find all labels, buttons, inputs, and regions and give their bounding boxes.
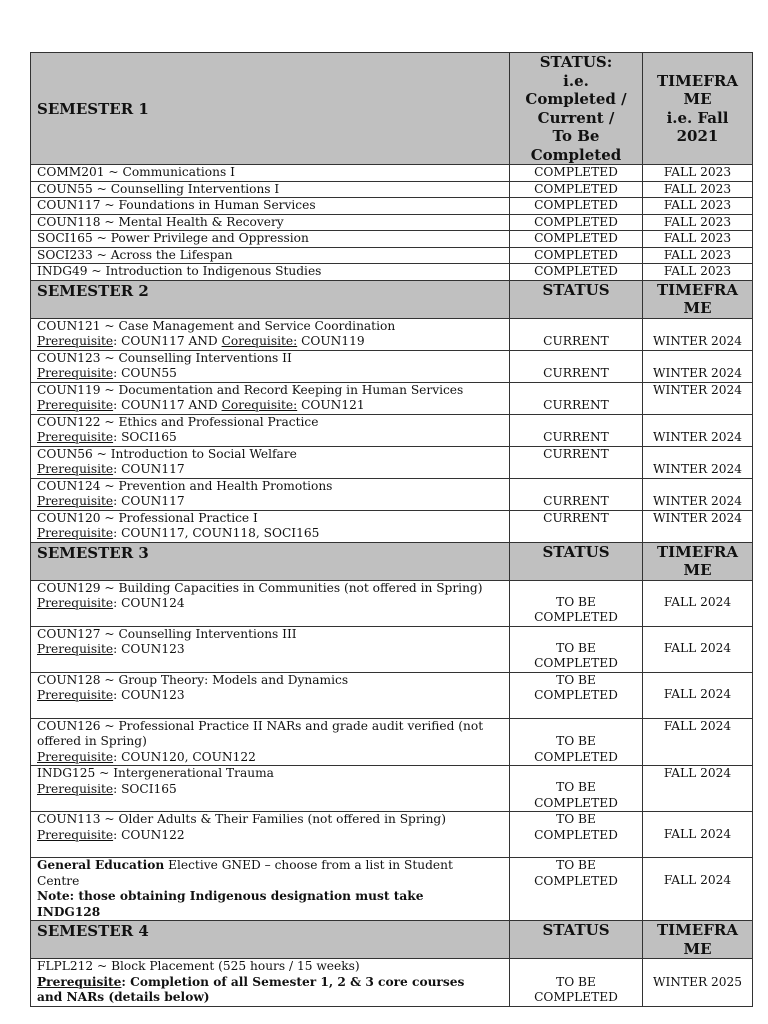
- course-status: COMPLETED: [510, 264, 643, 281]
- course-status: COMPLETED: [510, 198, 643, 215]
- prerequisite-line: [37, 688, 503, 704]
- course-timeframe: FALL 2023: [643, 247, 753, 264]
- course-timeframe: FALL 2024: [643, 626, 753, 672]
- gned-note: Note: those obtaining Indigenous designation must take: [37, 889, 424, 903]
- prerequisite-value: : COUN117: [113, 494, 185, 508]
- course-status: COMPLETED: [510, 214, 643, 231]
- course-row: [31, 214, 753, 231]
- course-timeframe: FALL 2023: [643, 231, 753, 248]
- course-row: [31, 626, 753, 672]
- course-cell: [31, 318, 510, 350]
- prerequisite-line: [37, 782, 503, 798]
- prerequisite-value: : SOCI165: [113, 430, 177, 444]
- course-name: COUN124 ~ Prevention and Health Promotions: [37, 478, 333, 493]
- prerequisite-label: Prerequisite: [37, 596, 114, 610]
- course-name: COUN118 ~ Mental Health & Recovery: [31, 214, 510, 231]
- gned-line: [37, 858, 503, 874]
- prerequisite-cont: and NARs (details below): [37, 990, 210, 1004]
- course-cell: [31, 959, 510, 1007]
- course-timeframe: WINTER 2024: [643, 414, 753, 446]
- prerequisite-value: : COUN123: [113, 688, 185, 702]
- course-row: [31, 382, 753, 414]
- course-timeframe: FALL 2024: [643, 718, 753, 766]
- course-cell: [31, 766, 510, 812]
- course-cell: [31, 718, 510, 766]
- prerequisite-value: : COUN122: [113, 827, 185, 842]
- course-status: COMPLETED: [510, 181, 643, 198]
- status-line: COMPLETED: [534, 990, 618, 1004]
- course-row: [31, 165, 753, 182]
- course-status: CURRENT: [510, 318, 643, 350]
- gned-label: General Education: [37, 858, 165, 872]
- course-row: [31, 414, 753, 446]
- status-line: COMPLETED: [534, 656, 618, 670]
- course-row: [31, 264, 753, 281]
- course-status: [510, 672, 643, 718]
- course-row: [31, 446, 753, 478]
- status-heading: STATUS: [510, 280, 643, 318]
- course-row: [31, 181, 753, 198]
- course-row: [31, 672, 753, 718]
- prerequisite-value: : COUN123: [113, 642, 185, 656]
- prerequisite-label: Prerequisite: [37, 334, 114, 348]
- course-timeframe: FALL 2023: [643, 181, 753, 198]
- course-name-cont: offered in Spring): [37, 734, 147, 748]
- course-cell: [31, 626, 510, 672]
- course-timeframe: FALL 2023: [643, 198, 753, 215]
- status-heading: [510, 53, 643, 165]
- prerequisite-label: Prerequisite: [37, 781, 114, 796]
- course-cell: [31, 672, 510, 718]
- semester-4-header: [31, 921, 753, 959]
- course-row: [31, 812, 753, 858]
- course-name: SOCI233 ~ Across the Lifespan: [31, 247, 510, 264]
- corequisite-value: COUN119: [297, 334, 365, 348]
- course-cell: [31, 478, 510, 510]
- course-status: CURRENT: [510, 446, 643, 478]
- course-row: [31, 580, 753, 626]
- course-row: [31, 959, 753, 1007]
- gned-text-cont: Centre: [37, 873, 80, 888]
- course-timeframe: FALL 2024: [643, 766, 753, 812]
- course-row: [31, 247, 753, 264]
- timeframe-heading-line: TIMEFRA: [657, 71, 738, 90]
- prerequisite-value: : COUN124: [113, 596, 185, 610]
- prerequisite-line: [37, 596, 503, 612]
- prerequisite-line: [37, 494, 503, 510]
- course-name: COUN121 ~ Case Management and Service Coordination: [37, 318, 396, 333]
- course-name: INDG49 ~ Introduction to Indigenous Studies: [31, 264, 510, 281]
- status-heading-line: To Be: [552, 127, 600, 145]
- timeframe-heading-line: ME: [683, 299, 712, 317]
- timeframe-heading: [643, 53, 753, 165]
- course-status: [510, 580, 643, 626]
- prerequisite-value: : Completion of all Semester 1, 2 & 3 core courses: [121, 974, 465, 989]
- course-cell: [31, 446, 510, 478]
- status-line: COMPLETED: [534, 795, 618, 810]
- prerequisite-value: : SOCI165: [113, 781, 177, 796]
- status-line: TO BE: [556, 594, 596, 609]
- course-name: COUN128 ~ Group Theory: Models and Dynamics: [37, 672, 349, 687]
- status-line: COMPLETED: [534, 688, 618, 702]
- timeframe-heading-line: TIMEFRA: [657, 542, 738, 561]
- course-cell: [31, 812, 510, 858]
- status-line: COMPLETED: [534, 610, 618, 624]
- prerequisite-label: Prerequisite: [37, 749, 114, 764]
- course-status: [510, 626, 643, 672]
- course-name: COUN122 ~ Ethics and Professional Practice: [37, 414, 319, 429]
- course-name: FLPL212 ~ Block Placement (525 hours / 15 weeks): [37, 959, 360, 973]
- timeframe-heading-line: ME: [683, 90, 712, 108]
- course-row: [31, 318, 753, 350]
- course-timeframe: FALL 2024: [643, 858, 753, 921]
- prerequisite-label: Prerequisite: [37, 526, 114, 540]
- course-cell: [31, 414, 510, 446]
- semester-2-header: [31, 280, 753, 318]
- course-status: CURRENT: [510, 414, 643, 446]
- course-status: [510, 858, 643, 921]
- course-status: CURRENT: [510, 478, 643, 510]
- course-row: [31, 478, 753, 510]
- status-heading: STATUS: [510, 542, 643, 580]
- prerequisite-line: [37, 398, 503, 414]
- prerequisite-line: [37, 975, 503, 991]
- course-status: CURRENT: [510, 382, 643, 414]
- course-name: INDG125 ~ Intergenerational Trauma: [37, 766, 274, 780]
- course-name: COMM201 ~ Communications I: [31, 165, 510, 182]
- timeframe-heading-line: 2021: [676, 127, 719, 145]
- gned-cell: [31, 858, 510, 921]
- semester-3-header: [31, 542, 753, 580]
- prerequisite-label: Prerequisite: [37, 642, 114, 656]
- course-name: COUN123 ~ Counselling Interventions II: [37, 350, 292, 365]
- course-timeframe: FALL 2024: [643, 580, 753, 626]
- course-timeframe: WINTER 2024: [643, 350, 753, 382]
- course-status: [510, 718, 643, 766]
- prerequisite-line: [37, 430, 503, 446]
- prerequisite-label: Prerequisite: [37, 688, 114, 702]
- prerequisite-line: [37, 366, 503, 382]
- course-status: COMPLETED: [510, 165, 643, 182]
- course-name: COUN129 ~ Building Capacities in Communities (not offered in Spring): [37, 580, 483, 595]
- status-line: TO BE: [556, 734, 596, 748]
- prerequisite-line: [37, 462, 503, 478]
- timeframe-heading: [643, 542, 753, 580]
- timeframe-heading: [643, 921, 753, 959]
- course-name: COUN56 ~ Introduction to Social Welfare: [37, 446, 297, 461]
- prerequisite-label: Prerequisite: [37, 398, 114, 412]
- course-timeframe: WINTER 2024: [643, 382, 753, 414]
- course-status: COMPLETED: [510, 247, 643, 264]
- course-timeframe: FALL 2023: [643, 264, 753, 281]
- prerequisite-value: : COUN55: [113, 366, 177, 380]
- gned-row: [31, 858, 753, 921]
- status-heading: STATUS: [510, 921, 643, 959]
- prerequisite-label: Prerequisite: [37, 494, 114, 508]
- status-line: TO BE: [556, 640, 596, 655]
- course-cell: [31, 382, 510, 414]
- status-line: TO BE: [556, 812, 596, 826]
- prerequisite-line: [37, 526, 503, 542]
- status-heading-line: i.e.: [563, 71, 589, 90]
- prerequisite-value: : COUN117 AND: [113, 398, 222, 412]
- course-row: [31, 510, 753, 542]
- course-status: CURRENT: [510, 350, 643, 382]
- course-timeframe: FALL 2023: [643, 165, 753, 182]
- course-timeframe: WINTER 2024: [643, 318, 753, 350]
- course-name: COUN127 ~ Counselling Interventions III: [37, 626, 297, 641]
- course-timeframe: WINTER 2024: [643, 510, 753, 542]
- course-name: COUN126 ~ Professional Practice II NARs and grade audit verified (not: [37, 718, 484, 733]
- course-name: COUN113 ~ Older Adults & Their Families (not offered in Spring): [37, 812, 446, 826]
- status-heading-line: Completed: [530, 145, 622, 164]
- course-name: COUN120 ~ Professional Practice I: [37, 510, 258, 525]
- timeframe-heading: [643, 280, 753, 318]
- course-row: [31, 718, 753, 766]
- status-line: COMPLETED: [534, 749, 618, 764]
- prerequisite-value: : COUN117 AND: [113, 334, 222, 348]
- course-name: COUN117 ~ Foundations in Human Services: [31, 198, 510, 215]
- course-row: [31, 198, 753, 215]
- course-name: COUN119 ~ Documentation and Record Keeping in Human Services: [37, 382, 464, 397]
- semester-3-heading: SEMESTER 3: [31, 542, 510, 580]
- prerequisite-value: : COUN117: [113, 462, 185, 476]
- timeframe-heading-line: TIMEFRA: [657, 921, 738, 939]
- gned-note-cont: INDG128: [37, 904, 101, 919]
- status-line: TO BE: [556, 780, 596, 794]
- course-status: COMPLETED: [510, 231, 643, 248]
- course-timeframe: FALL 2024: [643, 812, 753, 858]
- prerequisite-label: Prerequisite: [37, 974, 122, 989]
- prerequisite-line: [37, 334, 503, 350]
- prerequisite-label: Prerequisite: [37, 430, 114, 444]
- semester-4-heading: SEMESTER 4: [31, 921, 510, 959]
- corequisite-value: COUN121: [297, 398, 365, 412]
- prerequisite-value: : COUN117, COUN118, SOCI165: [113, 526, 320, 540]
- course-cell: [31, 580, 510, 626]
- course-timeframe: WINTER 2024: [643, 446, 753, 478]
- semester-1-header: [31, 53, 753, 165]
- semester-1-heading: SEMESTER 1: [31, 53, 510, 165]
- course-row: [31, 766, 753, 812]
- prerequisite-label: Prerequisite: [37, 462, 114, 476]
- course-status: [510, 812, 643, 858]
- course-status: [510, 766, 643, 812]
- prerequisite-line: [37, 750, 503, 766]
- course-row: [31, 350, 753, 382]
- timeframe-heading-line: TIMEFRA: [657, 280, 738, 299]
- course-timeframe: WINTER 2024: [643, 478, 753, 510]
- course-row: [31, 231, 753, 248]
- course-timeframe: FALL 2024: [643, 672, 753, 718]
- course-status: [510, 959, 643, 1007]
- status-line: COMPLETED: [534, 873, 618, 888]
- gned-text: Elective GNED – choose from a list in Student: [164, 858, 453, 872]
- corequisite-label: Corequisite:: [221, 334, 298, 348]
- timeframe-heading-line: ME: [683, 939, 712, 958]
- prerequisite-label: Prerequisite: [37, 366, 114, 380]
- program-plan-table: [30, 52, 753, 1007]
- status-heading-line: STATUS:: [539, 53, 613, 71]
- status-line: TO BE: [556, 672, 596, 687]
- prerequisite-label: Prerequisite: [37, 827, 114, 842]
- status-heading-line: Current /: [537, 108, 615, 127]
- course-name: COUN55 ~ Counselling Interventions I: [31, 181, 510, 198]
- timeframe-heading-line: i.e. Fall: [666, 108, 729, 127]
- status-line: TO BE: [556, 858, 596, 872]
- course-name: SOCI165 ~ Power Privilege and Oppression: [31, 231, 510, 248]
- status-line: COMPLETED: [534, 827, 618, 842]
- course-cell: [31, 510, 510, 542]
- course-timeframe: WINTER 2025: [643, 959, 753, 1007]
- status-heading-line: Completed /: [525, 90, 627, 108]
- prerequisite-line: [37, 828, 503, 844]
- course-cell: [31, 350, 510, 382]
- semester-2-heading: SEMESTER 2: [31, 280, 510, 318]
- timeframe-heading-line: ME: [683, 561, 712, 579]
- course-timeframe: FALL 2023: [643, 214, 753, 231]
- prerequisite-value: : COUN120, COUN122: [113, 749, 256, 764]
- corequisite-label: Corequisite:: [221, 398, 298, 412]
- course-status: CURRENT: [510, 510, 643, 542]
- status-line: TO BE: [556, 974, 596, 989]
- prerequisite-line: [37, 642, 503, 658]
